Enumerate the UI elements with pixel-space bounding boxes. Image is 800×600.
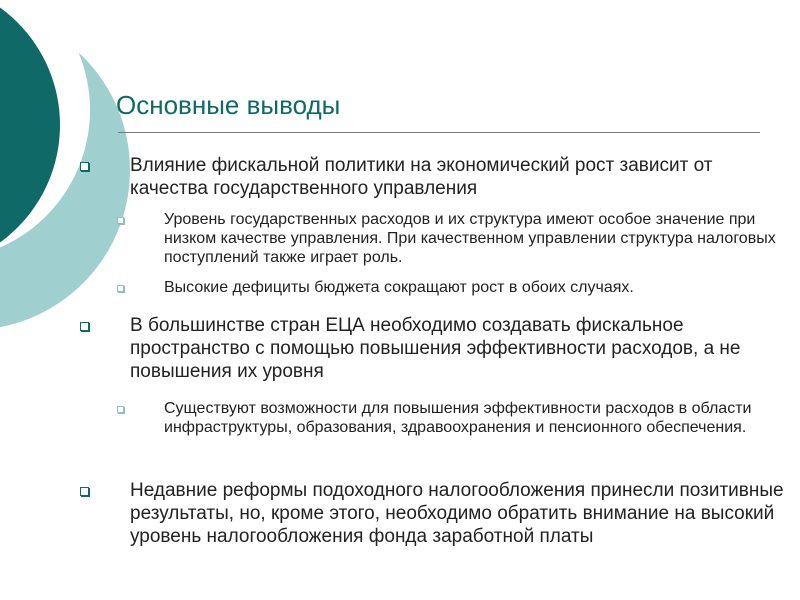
sub-point-1-1: Уровень государственных расходов и их структура имеют особое значение при низком качестве управления. При качественном управлении структура налоговых поступлений также играет роль.: [164, 211, 776, 266]
sub-point-2-1: Существуют возможности для повышения эффективности расходов в области инфраструктуры, образования, здравоохранения и пенсионного обеспечения.: [164, 400, 752, 436]
bullet-square-icon: [80, 322, 89, 331]
sub-bullet-square-icon: [117, 285, 124, 292]
sub-bullet-square-icon: [117, 217, 124, 224]
title-divider: [118, 132, 760, 133]
sub-bullet-square-icon: [117, 406, 124, 413]
sub-point-1-2: Высокие дефициты бюджета сокращают рост в обоих случаях.: [164, 279, 634, 296]
main-point-2: В большинстве стран ЕЦА необходимо создавать фискальное пространство с помощью повышения эффективности расходов, а не повышения их уровня: [130, 315, 741, 382]
bullet-square-icon: [80, 162, 89, 171]
bullet-square-icon: [80, 487, 89, 496]
main-point-3: Недавние реформы подоходного налогообложения принесли позитивные результаты, но, кроме этого, необходимо обратить внимание на высокий уровень налогообложения фонда заработной платы: [130, 480, 784, 547]
main-point-1: Влияние фискальной политики на экономический рост зависит от качества государственного управления: [130, 155, 713, 199]
slide-title: Основные выводы: [116, 90, 341, 120]
